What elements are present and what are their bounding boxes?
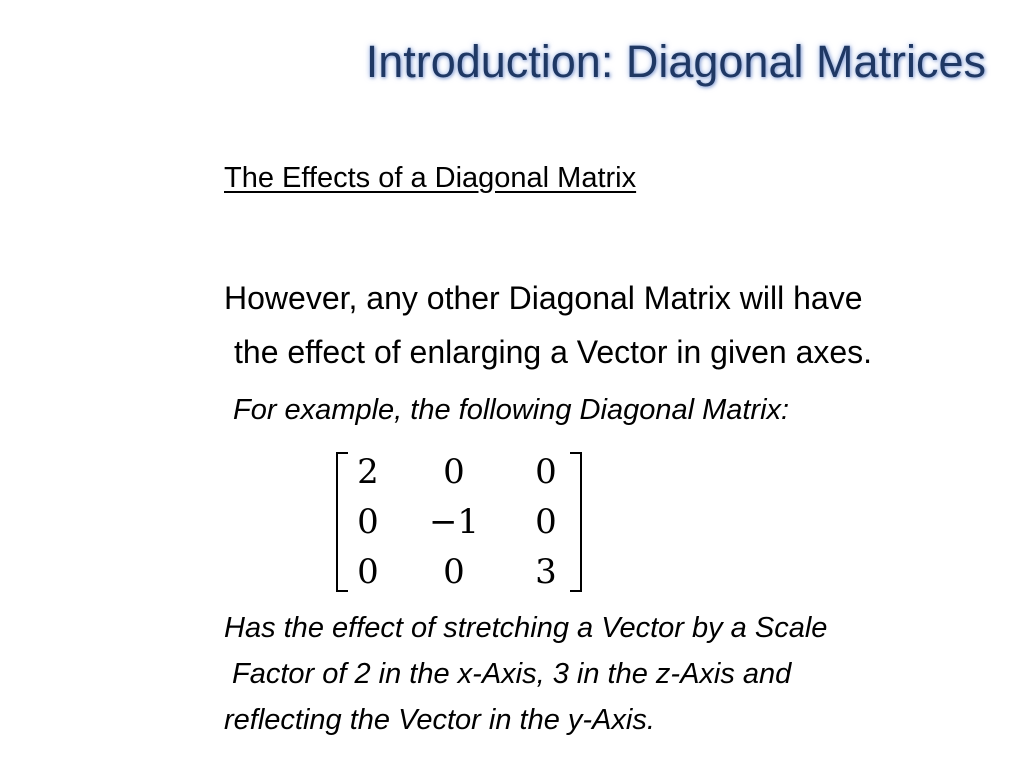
matrix-cell: 0	[535, 452, 557, 492]
matrix-cell: 0	[357, 502, 379, 542]
matrix-cell: 0	[535, 502, 557, 542]
conclusion-line-1: Has the effect of stretching a Vector by a Scale	[224, 612, 828, 644]
conclusion-line-3: reflecting the Vector in the y-Axis.	[224, 704, 655, 736]
conclusion-line-2: Factor of 2 in the x-Axis, 3 in the z-Axis and	[232, 658, 792, 690]
diagonal-matrix	[334, 448, 584, 598]
slide-title: Introduction: Diagonal Matrices	[365, 36, 986, 87]
matrix-cell: 3	[535, 552, 557, 592]
section-heading: The Effects of a Diagonal Matrix	[224, 162, 637, 194]
body-text-line-1: However, any other Diagonal Matrix will have	[224, 280, 863, 316]
example-intro: For example, the following Diagonal Matrix:	[233, 394, 790, 426]
matrix-cell: 0	[443, 552, 465, 592]
body-text-line-2: the effect of enlarging a Vector in given axes.	[234, 334, 873, 370]
matrix-cell: 2	[357, 452, 379, 492]
matrix-cell: 0	[357, 552, 379, 592]
matrix-cell: −1	[428, 502, 480, 542]
matrix-cell: 0	[443, 452, 465, 492]
